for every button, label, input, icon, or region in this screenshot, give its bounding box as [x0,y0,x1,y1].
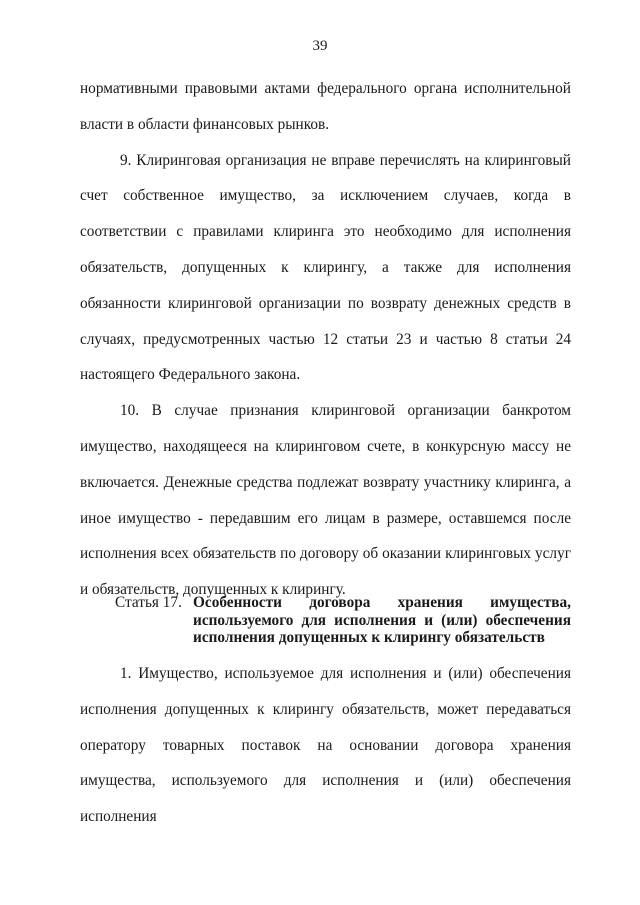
body-text-top [80,71,571,608]
body-text-bottom [80,656,571,835]
paragraph-continuation: нормативными правовыми актами федерального органа исполнительной власти в области финансовых рынков. [80,80,571,133]
article-title: Особенности договора хранения имущества, используемого для исполнения и (или) обеспечения исполнения допущенных к клирингу обязательств [193,594,571,646]
page-number: 39 [312,38,328,54]
article-17-paragraph-1: 1. Имущество, используемое для исполнения и (или) обеспечения исполнения допущенных к клирингу обязательств, может передаваться оператору товарных поставок на основании договора хранения имущества, используемого для исполнения и (или) обеспечения исполнения [80,665,571,826]
paragraph-10: 10. В случае признания клиринговой организации банкротом имущество, находящееся на клиринговом счете, в конкурсную массу не включается. Денежные средства подлежат возврату участнику клиринга, а иное имущество - передавшим его лицам в размере, оставшемся после исполнения всех обязательств по договору об оказании клиринговых услуг и обязательств, допущенных к клирингу. [80,402,571,599]
article-heading [115,594,571,647]
paragraph-9: 9. Клиринговая организация не вправе перечислять на клиринговый счет собственное имущество, за исключением случаев, когда в соответствии с правилами клиринга это необходимо для исполнения обязательств, допущенных к клирингу, а также для исполнения обязанности клиринговой организации по возврату денежных средств в случаях, предусмотренных частью 12 статьи 23 и частью 8 статьи 24 настоящего Федерального закона. [80,151,571,384]
article-number: Статья 17. [115,594,182,611]
